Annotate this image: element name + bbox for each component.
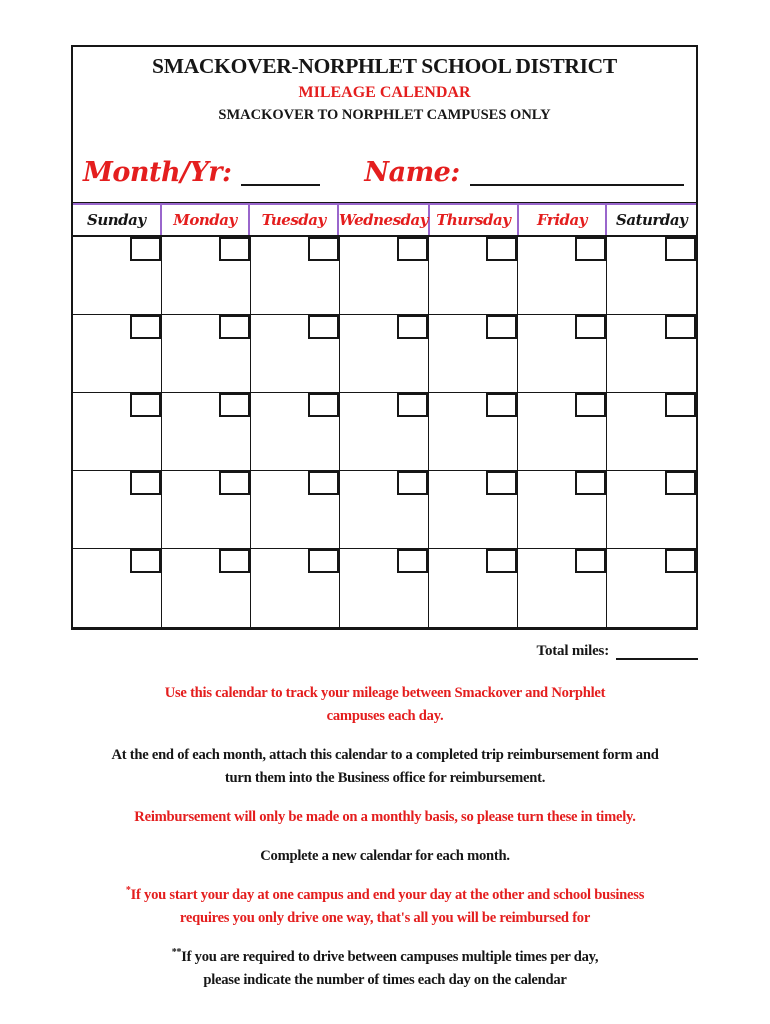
calendar-cell-r5c7[interactable] xyxy=(607,549,696,627)
date-box[interactable] xyxy=(130,315,161,339)
calendar-cell-r2c4[interactable] xyxy=(340,315,429,393)
date-box[interactable] xyxy=(665,237,696,261)
campuses-only-subtitle: SMACKOVER TO NORPHLET CAMPUSES ONLY xyxy=(218,107,551,123)
instruction-paragraph-new-calendar xyxy=(0,845,770,868)
date-box[interactable] xyxy=(219,393,250,417)
calendar-cell-r3c1[interactable] xyxy=(73,393,162,471)
date-box[interactable] xyxy=(575,549,606,573)
date-box[interactable] xyxy=(219,237,250,261)
day-header-tuesday: Tuesday xyxy=(250,205,339,235)
instruction-paragraph-monthly-basis xyxy=(0,806,770,829)
calendar-cell-r4c2[interactable] xyxy=(162,471,251,549)
calendar-cell-r1c3[interactable] xyxy=(251,237,340,315)
calendar-cell-r5c3[interactable] xyxy=(251,549,340,627)
instruction-line: please indicate the number of times each day on the calendar xyxy=(203,972,567,988)
date-box[interactable] xyxy=(308,549,339,573)
date-box[interactable] xyxy=(486,393,517,417)
date-box[interactable] xyxy=(575,315,606,339)
total-miles-row xyxy=(537,641,698,660)
mileage-calendar-subtitle: MILEAGE CALENDAR xyxy=(298,84,471,101)
calendar-cell-r4c1[interactable] xyxy=(73,471,162,549)
total-miles-label: Total miles: xyxy=(536,643,609,659)
calendar-cell-r3c7[interactable] xyxy=(607,393,696,471)
calendar-table xyxy=(71,203,698,630)
calendar-cell-r4c6[interactable] xyxy=(518,471,607,549)
date-box[interactable] xyxy=(130,549,161,573)
instruction-paragraph-attach-form xyxy=(0,744,770,790)
date-box[interactable] xyxy=(397,315,428,339)
calendar-cell-r5c6[interactable] xyxy=(518,549,607,627)
form-header-box xyxy=(71,45,698,204)
day-header-saturday: Saturday xyxy=(607,205,696,235)
day-header-friday: Friday xyxy=(519,205,608,235)
month-name-row xyxy=(83,159,684,186)
calendar-cell-r5c4[interactable] xyxy=(340,549,429,627)
calendar-cell-r1c7[interactable] xyxy=(607,237,696,315)
date-box[interactable] xyxy=(575,393,606,417)
calendar-cell-r2c3[interactable] xyxy=(251,315,340,393)
date-box[interactable] xyxy=(219,471,250,495)
calendar-cell-r2c5[interactable] xyxy=(429,315,518,393)
calendar-cell-r5c5[interactable] xyxy=(429,549,518,627)
date-box[interactable] xyxy=(397,549,428,573)
day-header-monday: Monday xyxy=(162,205,251,235)
instruction-line: requires you only drive one way, that's all you will be reimbursed for xyxy=(179,910,591,926)
instructions xyxy=(0,682,770,1008)
calendar-cell-r3c3[interactable] xyxy=(251,393,340,471)
calendar-cell-r2c2[interactable] xyxy=(162,315,251,393)
day-header-wednesday: Wednesday xyxy=(339,205,430,235)
calendar-grid xyxy=(73,237,696,627)
date-box[interactable] xyxy=(486,237,517,261)
month-yr-label: Month/Yr: xyxy=(83,157,232,188)
calendar-cell-r1c1[interactable] xyxy=(73,237,162,315)
calendar-cell-r2c1[interactable] xyxy=(73,315,162,393)
date-box[interactable] xyxy=(308,237,339,261)
calendar-cell-r3c5[interactable] xyxy=(429,393,518,471)
calendar-cell-r1c4[interactable] xyxy=(340,237,429,315)
footnote-marker: * xyxy=(125,885,131,897)
instruction-line: Use this calendar to track your mileage between Smackover and Norphlet xyxy=(164,685,606,701)
calendar-cell-r1c2[interactable] xyxy=(162,237,251,315)
month-yr-input[interactable] xyxy=(241,166,320,186)
date-box[interactable] xyxy=(397,237,428,261)
instruction-line: Reimbursement will only be made on a monthly basis, so please turn these in timely. xyxy=(134,809,636,825)
instruction-line: turn them into the Business office for reimbursement. xyxy=(224,770,546,786)
calendar-cell-r2c7[interactable] xyxy=(607,315,696,393)
calendar-cell-r3c6[interactable] xyxy=(518,393,607,471)
name-label: Name: xyxy=(364,157,460,188)
calendar-cell-r2c6[interactable] xyxy=(518,315,607,393)
date-box[interactable] xyxy=(308,471,339,495)
date-box[interactable] xyxy=(486,471,517,495)
calendar-cell-r4c3[interactable] xyxy=(251,471,340,549)
date-box[interactable] xyxy=(665,471,696,495)
calendar-cell-r1c5[interactable] xyxy=(429,237,518,315)
instruction-line: campuses each day. xyxy=(326,708,444,724)
date-box[interactable] xyxy=(130,471,161,495)
instruction-line: *If you start your day at one campus and end your day at the other and school business xyxy=(125,885,645,903)
total-miles-input[interactable] xyxy=(616,641,698,660)
date-box[interactable] xyxy=(130,237,161,261)
instruction-line: Complete a new calendar for each month. xyxy=(260,848,510,864)
name-input[interactable] xyxy=(470,166,684,186)
date-box[interactable] xyxy=(575,237,606,261)
date-box[interactable] xyxy=(665,549,696,573)
date-box[interactable] xyxy=(219,549,250,573)
date-box[interactable] xyxy=(397,393,428,417)
calendar-cell-r4c7[interactable] xyxy=(607,471,696,549)
date-box[interactable] xyxy=(219,315,250,339)
footnote-marker: ** xyxy=(171,947,182,959)
calendar-cell-r3c2[interactable] xyxy=(162,393,251,471)
date-box[interactable] xyxy=(665,315,696,339)
instruction-paragraph-multiple-times xyxy=(0,946,770,992)
page-title: SMACKOVER-NORPHLET SCHOOL DISTRICT xyxy=(152,54,617,78)
date-box[interactable] xyxy=(486,315,517,339)
day-header-sunday: Sunday xyxy=(73,205,162,235)
date-box[interactable] xyxy=(130,393,161,417)
instruction-paragraph-track-mileage xyxy=(0,682,770,728)
instruction-line: **If you are required to drive between campuses multiple times per day, xyxy=(171,947,599,965)
calendar-cell-r4c4[interactable] xyxy=(340,471,429,549)
date-box[interactable] xyxy=(308,315,339,339)
day-header-thursday: Thursday xyxy=(430,205,519,235)
calendar-cell-r5c1[interactable] xyxy=(73,549,162,627)
calendar-cell-r1c6[interactable] xyxy=(518,237,607,315)
calendar-cell-r5c2[interactable] xyxy=(162,549,251,627)
calendar-cell-r4c5[interactable] xyxy=(429,471,518,549)
date-box[interactable] xyxy=(486,549,517,573)
date-box[interactable] xyxy=(397,471,428,495)
instruction-paragraph-one-way xyxy=(0,884,770,930)
calendar-day-header-row xyxy=(73,203,696,237)
date-box[interactable] xyxy=(665,393,696,417)
date-box[interactable] xyxy=(575,471,606,495)
date-box[interactable] xyxy=(308,393,339,417)
instruction-line: At the end of each month, attach this calendar to a completed trip reimbursement form and xyxy=(111,747,659,763)
calendar-cell-r3c4[interactable] xyxy=(340,393,429,471)
